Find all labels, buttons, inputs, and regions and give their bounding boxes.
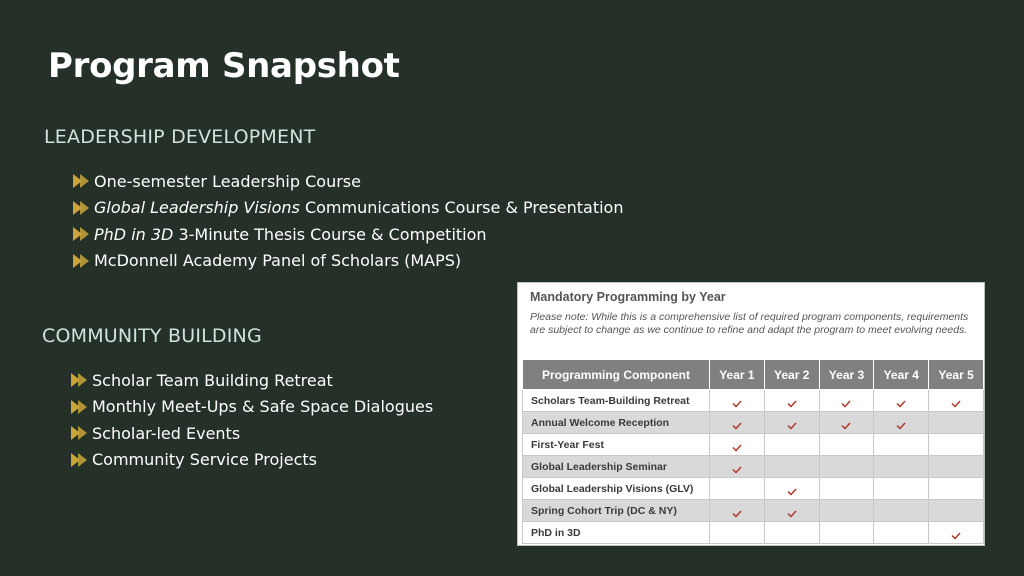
table-header-row: [523, 360, 984, 390]
checkmark-icon: [732, 399, 742, 407]
year-cell: [874, 390, 929, 412]
year-cell: [710, 434, 765, 456]
arrow-bullet-icon: [70, 372, 89, 388]
checkmark-icon: [951, 531, 961, 539]
component-name-cell: First-Year Fest: [523, 434, 710, 456]
year-cell: [929, 500, 984, 522]
slide-title: Program Snapshot: [48, 46, 400, 86]
bullet-item: [70, 367, 433, 394]
checkmark-icon: [787, 421, 797, 429]
bullet-italic-text: Global Leadership Visions: [94, 198, 300, 218]
arrow-bullet-icon: [70, 425, 89, 441]
column-header: Year 4: [874, 360, 929, 390]
year-cell: [819, 478, 874, 500]
year-cell: [764, 500, 819, 522]
bullet-text: McDonnell Academy Panel of Scholars (MAPS): [94, 251, 462, 271]
column-header: Year 5: [929, 360, 984, 390]
year-cell: [874, 522, 929, 544]
year-cell: [929, 478, 984, 500]
year-cell: [764, 478, 819, 500]
programming-table-card: [517, 282, 985, 546]
table-row: [523, 478, 984, 500]
checkmark-icon: [896, 399, 906, 407]
leadership-list: [72, 168, 623, 274]
year-cell: [764, 390, 819, 412]
community-list: [70, 367, 433, 473]
year-cell: [874, 434, 929, 456]
year-cell: [710, 500, 765, 522]
leadership-heading: LEADERSHIP DEVELOPMENT: [44, 126, 316, 148]
component-name-cell: Spring Cohort Trip (DC & NY): [523, 500, 710, 522]
community-heading: COMMUNITY BUILDING: [42, 325, 262, 347]
bullet-item: [72, 248, 623, 275]
year-cell: [929, 390, 984, 412]
arrow-bullet-icon: [72, 200, 91, 216]
component-name-cell: Annual Welcome Reception: [523, 412, 710, 434]
arrow-bullet-icon: [70, 452, 89, 468]
year-cell: [929, 412, 984, 434]
checkmark-icon: [732, 443, 742, 451]
year-cell: [710, 456, 765, 478]
bullet-italic-text: PhD in 3D: [94, 224, 174, 244]
year-cell: [874, 500, 929, 522]
bullet-item: [72, 195, 623, 222]
year-cell: [819, 500, 874, 522]
bullet-item: [72, 168, 623, 195]
year-cell: [710, 412, 765, 434]
column-header: Year 1: [710, 360, 765, 390]
year-cell: [819, 412, 874, 434]
checkmark-icon: [841, 399, 851, 407]
arrow-bullet-icon: [72, 173, 91, 189]
table-row: [523, 412, 984, 434]
table-row: [523, 500, 984, 522]
year-cell: [764, 456, 819, 478]
column-header: Year 2: [764, 360, 819, 390]
bullet-item: [70, 420, 433, 447]
checkmark-icon: [787, 509, 797, 517]
table-row: [523, 456, 984, 478]
year-cell: [764, 434, 819, 456]
year-cell: [874, 478, 929, 500]
arrow-bullet-icon: [72, 226, 91, 242]
year-cell: [929, 456, 984, 478]
checkmark-icon: [787, 399, 797, 407]
year-cell: [819, 522, 874, 544]
year-cell: [764, 412, 819, 434]
component-name-cell: Global Leadership Seminar: [523, 456, 710, 478]
component-name-cell: Scholars Team-Building Retreat: [523, 390, 710, 412]
table-row: [523, 434, 984, 456]
bullet-item: [70, 394, 433, 421]
bullet-item: [72, 221, 623, 248]
column-header: Programming Component: [523, 360, 710, 390]
arrow-bullet-icon: [70, 399, 89, 415]
bullet-text: Communications Course & Presentation: [299, 198, 624, 218]
checkmark-icon: [841, 421, 851, 429]
year-cell: [710, 390, 765, 412]
arrow-bullet-icon: [72, 253, 91, 269]
table-title: Mandatory Programming by Year: [530, 290, 726, 304]
bullet-text: One-semester Leadership Course: [94, 171, 361, 191]
table-row: [523, 390, 984, 412]
component-name-cell: Global Leadership Visions (GLV): [523, 478, 710, 500]
column-header: Year 3: [819, 360, 874, 390]
year-cell: [710, 522, 765, 544]
bullet-text: Scholar Team Building Retreat: [92, 370, 333, 390]
bullet-text: Community Service Projects: [92, 450, 317, 470]
checkmark-icon: [732, 421, 742, 429]
year-cell: [929, 434, 984, 456]
year-cell: [819, 434, 874, 456]
bullet-text: Scholar-led Events: [92, 423, 241, 443]
checkmark-icon: [896, 421, 906, 429]
year-cell: [874, 412, 929, 434]
table-note: Please note: While this is a comprehensive list of required program components, requirements are subject to change as we continue to refine and adapt the program to meet evolving needs.: [530, 311, 969, 336]
checkmark-icon: [732, 465, 742, 473]
year-cell: [764, 522, 819, 544]
checkmark-icon: [732, 509, 742, 517]
year-cell: [819, 390, 874, 412]
table-body: [523, 390, 984, 544]
bullet-text: 3-Minute Thesis Course & Competition: [173, 224, 487, 244]
year-cell: [929, 522, 984, 544]
year-cell: [710, 478, 765, 500]
bullet-item: [70, 447, 433, 474]
year-cell: [874, 456, 929, 478]
component-name-cell: PhD in 3D: [523, 522, 710, 544]
checkmark-icon: [787, 487, 797, 495]
table-row: [523, 522, 984, 544]
bullet-text: Monthly Meet-Ups & Safe Space Dialogues: [92, 397, 434, 417]
programming-table: [522, 359, 984, 544]
checkmark-icon: [951, 399, 961, 407]
year-cell: [819, 456, 874, 478]
